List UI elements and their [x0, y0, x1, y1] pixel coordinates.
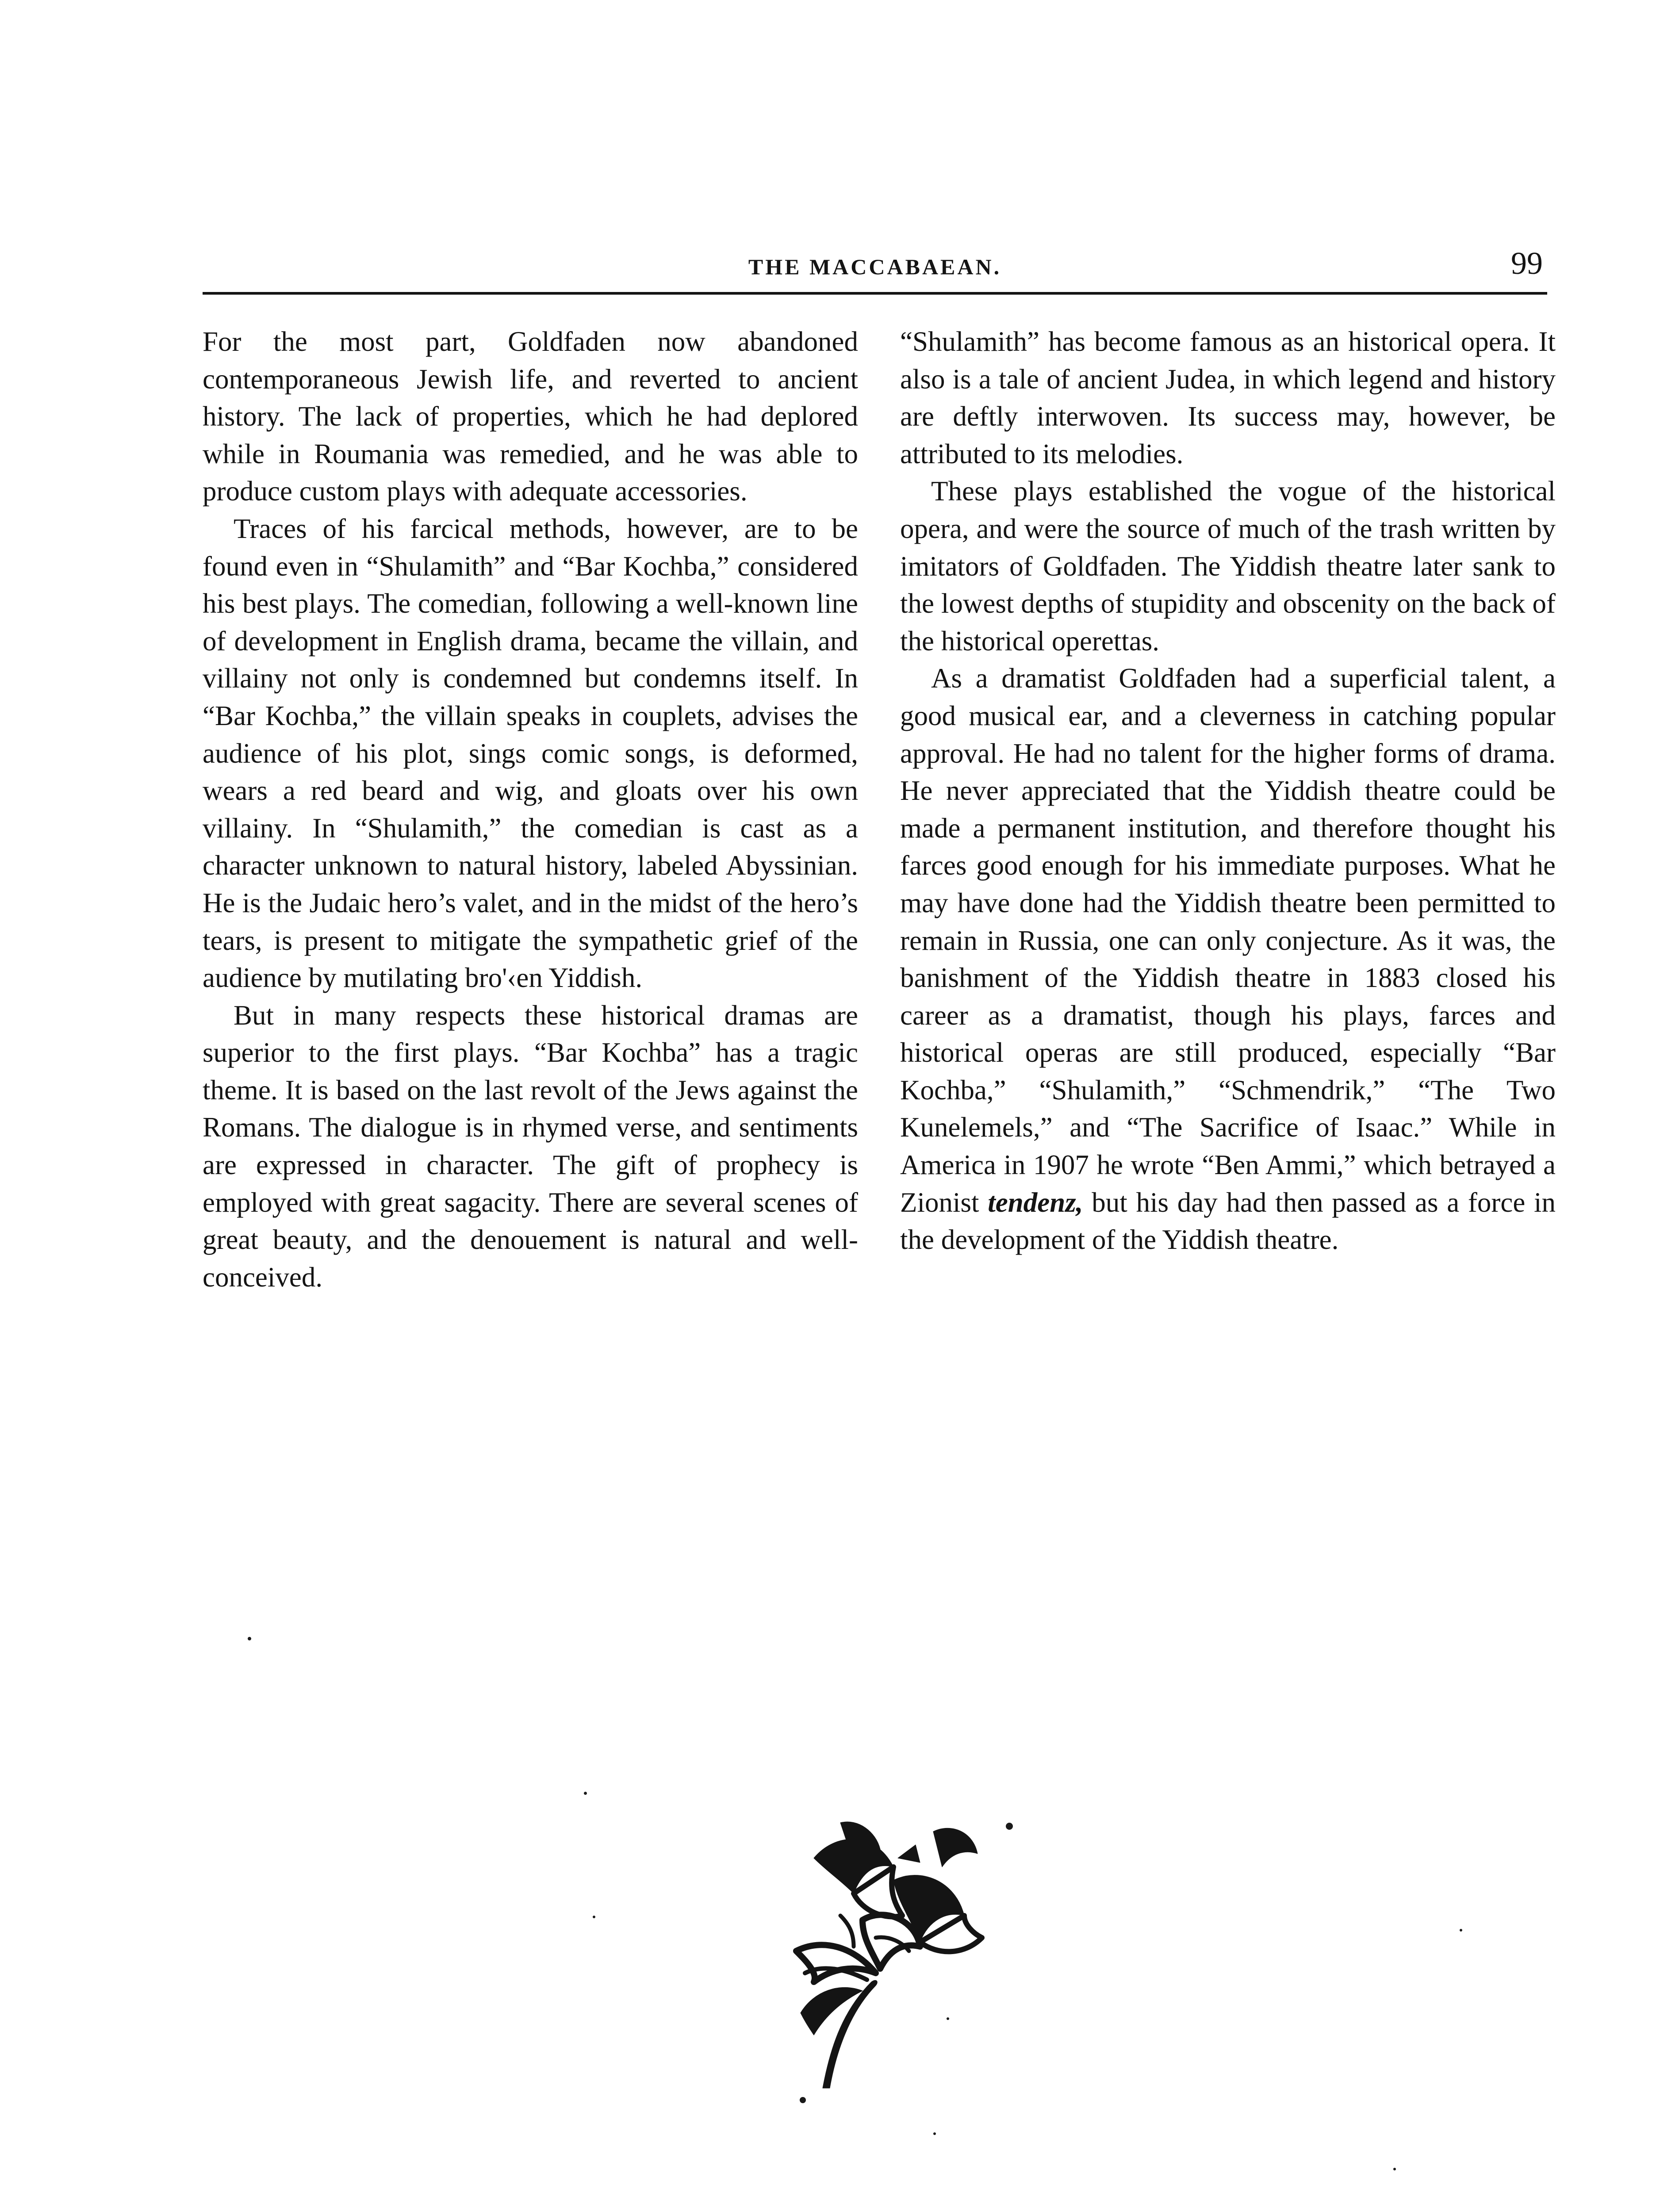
running-title: THE MACCABAEAN.: [748, 254, 1002, 279]
ink-speck: [933, 2132, 936, 2135]
paragraph: Traces of his farcical methods, however, are to be found even in “Shulamith” and “Bar Kochba,” considered his best plays. The comedian, following a well-known line of development in English drama, became the villain, and villainy not only is condemned but condemns itself. In “Bar Kochba,” the villain speaks in couplets, advises the audience of his plot, sings comic songs, is deformed, wears a red beard and wig, and gloats over his own villainy. In “Shulamith,” the comedian is cast as a character unknown to natural history, labeled Abyssinian. He is the Judaic hero’s valet, and in the midst of the hero’s tears, is present to mitigate the sympathetic grief of the audience by mutilating bro'‹en Yiddish.: [203, 513, 858, 994]
ink-speck: [1460, 1929, 1462, 1932]
lily-flower-icon: [787, 1805, 991, 2097]
italic-term: tendenz,: [988, 1187, 1083, 1218]
paragraph-text: but his day had then passed as a force in the development of the Yiddish theatre.: [900, 1187, 1556, 1256]
page-number: 99: [1511, 246, 1543, 281]
paragraph: “Shulamith” has become famous as an historical opera. It also is a tale of ancient Judea, in which legend and history are deftly interwoven. Its success may, however, be attributed to its melodies.: [900, 326, 1556, 469]
paragraph: [900, 660, 1556, 1259]
paragraph-text: As a dramatist Goldfaden had a superficial talent, a good musical ear, and a cleverness in catching popular approval. He had no talent for the higher forms of drama. He never appreciated that the Yiddish theatre could be made a permanent institution, and therefore thought his farces good enough for his immediate purposes. What he may have done had the Yiddish theatre been permitted to remain in Russia, one can only conjecture. As it was, the banishment of the Yiddish theatre in 1883 closed his career as a dramatist, though his plays, farces and historical operas are still produced, especially “Bar Kochba,” “Shulamith,” “Schmendrik,” “The Two Kunelemels,” and “The Sacrifice of Isaac.” While in America in 1907 he wrote “Ben Ammi,” which betrayed a Zionist: [900, 663, 1556, 1218]
ink-speck: [1393, 2168, 1396, 2170]
ink-speck: [947, 2017, 949, 2020]
right-column: [900, 323, 1556, 1259]
ink-speck: [593, 1916, 595, 1918]
paragraph: But in many respects these historical dramas are superior to the first plays. “Bar Kochba” has a tragic theme. It is based on the last revolt of the Jews against the Romans. The dialogue is in rhymed verse, and sentiments are expressed in character. The gift of prophecy is employed with great sagacity. There are several scenes of great beauty, and the denouement is natural and well-conceived.: [203, 999, 858, 1293]
header-rule: [203, 292, 1547, 295]
running-header: [203, 248, 1547, 288]
paragraph: For the most part, Goldfaden now abandoned contemporaneous Jewish life, and reverted to ancient history. The lack of properties, which he had deplored while in Roumania was remedied, and he was able to produce custom plays with adequate accessories.: [203, 326, 858, 507]
ink-speck: [800, 2097, 806, 2103]
ink-speck: [248, 1637, 251, 1640]
left-column: [203, 323, 858, 1296]
ink-speck: [1006, 1823, 1013, 1830]
ink-speck: [584, 1792, 587, 1795]
paragraph: These plays established the vogue of the historical opera, and were the source of much of the trash written by imitators of Goldfaden. The Yiddish theatre later sank to the lowest depths of stupidity and obscenity on the back of the historical operettas.: [900, 476, 1556, 657]
